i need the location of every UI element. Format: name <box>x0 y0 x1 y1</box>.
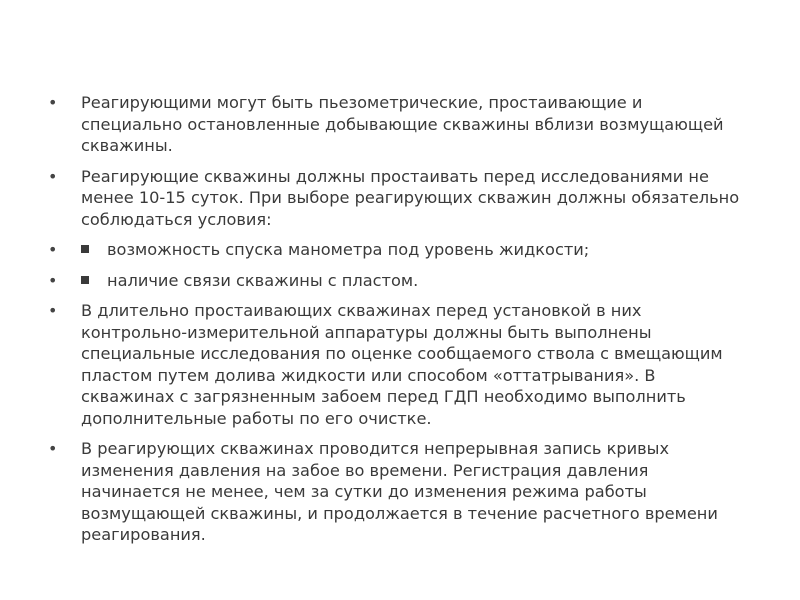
bullet-text: Реагирующие скважины должны простаивать перед исследованиями не менее 10-15 суток. При выборе реагирующих скважин должны обязательно соблюдаться условия: <box>81 166 740 229</box>
bullet-text: возможность спуска манометра под уровень жидкости; <box>107 240 590 259</box>
square-bullet-icon <box>81 245 89 253</box>
bullet-text: Реагирующими могут быть пьезометрические, простаивающие и специально остановленные добывающие скважины вблизи возмущающей скважины. <box>81 93 724 155</box>
bullet-icon: • <box>48 240 58 259</box>
bullet-item <box>48 438 748 546</box>
bullet-icon: • <box>48 166 58 186</box>
bullet-icon: • <box>48 93 58 112</box>
bullet-text: В длительно простаивающих скважинах перед установкой в них контрольно-измерительной аппаратуры должны быть выполнены специальные исследования по оценке сообщаемого ствола с вмещающим пластом путем долива жидкости или способом «оттатрывания». В скважинах с загрязненным забоем перед ГДП необходимо выполнить дополнительные работы по его очистке. <box>81 301 723 428</box>
bullet-item <box>48 92 748 157</box>
bullet-text: наличие связи скважины с пластом. <box>107 270 419 290</box>
bullet-icon: • <box>48 301 58 320</box>
bullet-list <box>48 92 748 555</box>
bullet-text: В реагирующих скважинах проводится непрерывная запись кривых изменения давления на забое во времени. Регистрация давления начинается не менее, чем за сутки до изменения режима работы возмущающей скважины, и продолжается в течение расчетного времени реагирования. <box>81 439 718 544</box>
bullet-item <box>48 239 748 261</box>
bullet-item <box>48 270 748 292</box>
bullet-icon: • <box>48 270 58 290</box>
bullet-icon: • <box>48 439 58 458</box>
bullet-item <box>48 300 748 429</box>
bullet-item <box>48 166 748 231</box>
square-bullet-icon <box>81 276 89 284</box>
